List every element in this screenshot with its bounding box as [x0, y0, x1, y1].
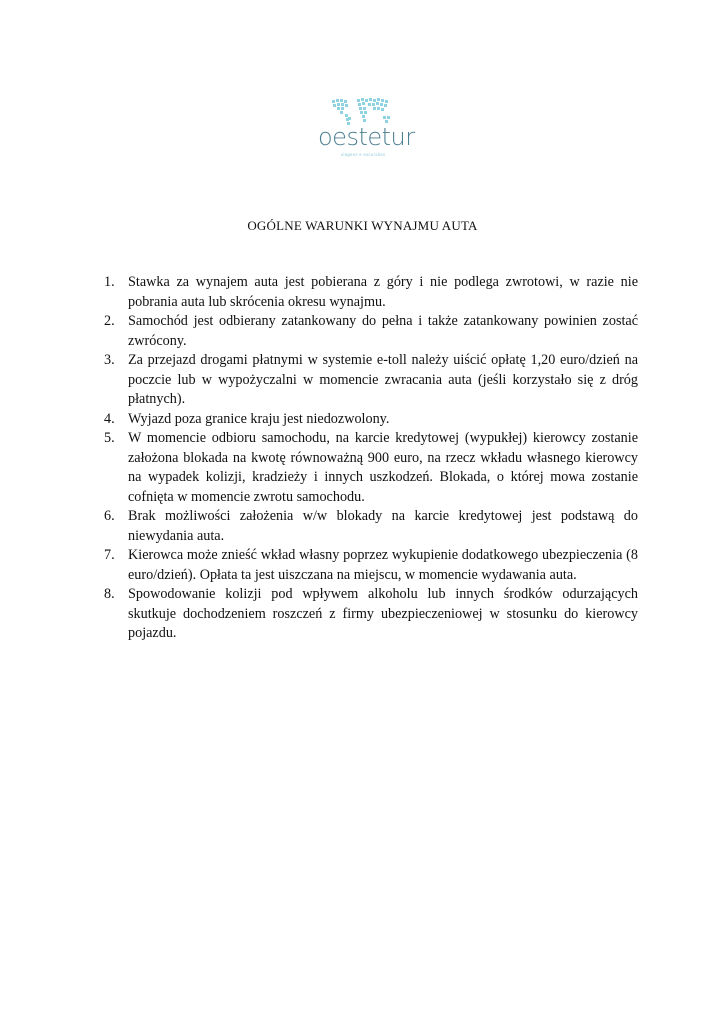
logo-tagline: viagens e excursões [340, 152, 386, 157]
term-text: Brak możliwości założenia w/w blokady na karcie kredytowej jest podstawą do niewydania auta. [128, 508, 638, 544]
term-item [104, 546, 638, 585]
company-logo [318, 96, 415, 162]
term-text: Kierowca może znieść wkład własny poprzez wykupienie dodatkowego ubezpieczenia (8 euro/dzień). Opłata ta jest uiszczana na miejscu, w momencie wydawania auta. [128, 547, 638, 583]
term-number: 6. [104, 508, 115, 524]
logo-wordmark: oestetur [318, 123, 415, 151]
term-item [104, 273, 638, 312]
term-number: 1. [104, 274, 115, 290]
term-number: 3. [104, 352, 115, 368]
term-text: Wyjazd poza granice kraju jest niedozwolony. [128, 410, 390, 427]
term-text: W momencie odbioru samochodu, na karcie kredytowej (wypukłej) kierowcy zostanie założona blokada na kwotę równoważną 900 euro, na rzecz wkładu własnego kierowcy na wypadek kolizji, kradzieży i innych uszkodzeń. Blokada, o której mowa zostanie cofnięta w momencie zwrotu samochodu. [128, 430, 638, 505]
document-title: OGÓLNE WARUNKI WYNAJMU AUTA [247, 218, 478, 233]
term-item [104, 312, 638, 351]
term-item [104, 410, 638, 430]
term-text: Spowodowanie kolizji pod wpływem alkoholu lub innych środków odurzających skutkuje dochodzeniem roszczeń z firmy ubezpieczeniowej w stosunku do kierowcy pojazdu. [128, 586, 638, 641]
term-number: 5. [104, 430, 115, 446]
term-number: 7. [104, 547, 115, 563]
terms-list [104, 273, 638, 644]
term-number: 8. [104, 586, 115, 602]
term-item [104, 351, 638, 410]
term-item [104, 585, 638, 644]
term-number: 2. [104, 313, 115, 329]
term-text: Stawka za wynajem auta jest pobierana z góry i nie podlega zwrotowi, w razie nie pobrania auta lub skrócenia okresu wynajmu. [128, 274, 638, 310]
term-item [104, 507, 638, 546]
term-item [104, 429, 638, 507]
term-number: 4. [104, 410, 115, 427]
term-text: Za przejazd drogami płatnymi w systemie e-toll należy uiścić opłatę 1,20 euro/dzień na poczcie lub w wypożyczalni w momencie zwracania auta (jeśli korzystało się z dróg płatnych). [128, 352, 638, 407]
term-text: Samochód jest odbierany zatankowany do pełna i także zatankowany powinien zostać zwrócony. [128, 313, 638, 349]
